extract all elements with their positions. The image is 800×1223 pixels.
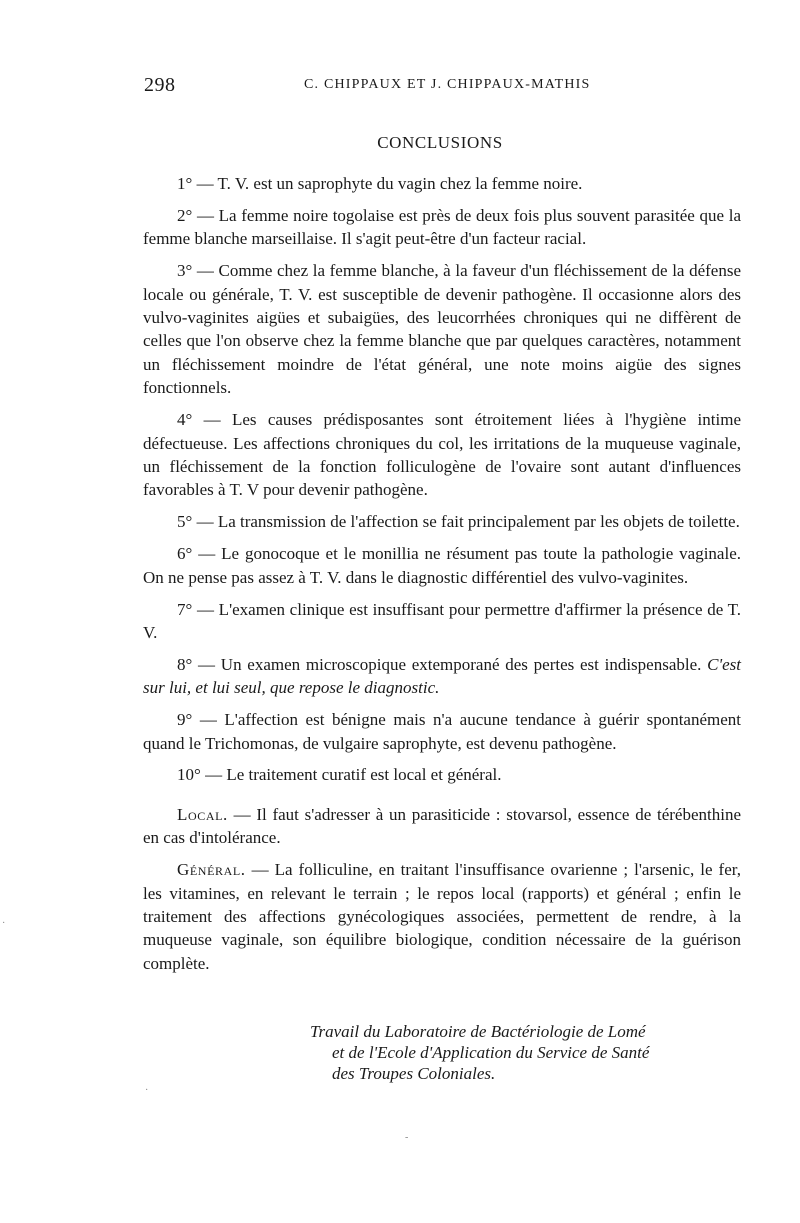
scan-speck: -	[405, 1132, 409, 1143]
item-text: — Le traitement curatif est local et général.	[200, 765, 502, 785]
local-text: — Il faut s'adresser à un parasiticide : stovarsol, essence de térébenthine en cas d'intolérance.	[143, 804, 741, 848]
general-text: — La folliculine, en traitant l'insuffisance ovarienne ; l'arsenic, le fer, les vitamines, en relevant le terrain ; le repos local (rapports) et général ; enfin le traitement des affections gynécologiques associées, permettent de rendre, à la muqueuse vaginale, son équilibre biologique, condition nécessaire de la guérison complète.	[143, 860, 741, 973]
conclusion-item	[143, 653, 741, 700]
conclusion-item	[143, 172, 741, 195]
item-number: 2°	[177, 205, 193, 225]
running-head: C. CHIPPAUX ET J. CHIPPAUX-MATHIS	[304, 77, 591, 92]
item-number: 4°	[177, 410, 193, 430]
general-label: Général.	[177, 860, 246, 880]
conclusion-item	[143, 542, 741, 589]
item-text: — L'affection est bénigne mais n'a aucune tendance à guérir spontanément quand le Trichomonas, de vulgaire saprophyte, est devenu pathogène.	[143, 710, 741, 753]
affiliation-line: et de l'Ecole d'Application du Service de Santé	[332, 1043, 650, 1062]
affiliation-line: Travail du Laboratoire de Bactériologie de Lomé	[310, 1022, 646, 1041]
item-text: — Le gonocoque et le monillia ne résument pas toute la pathologie vaginale. On ne pense pas assez à T. V. dans le diagnostic différentiel des vulvo-vaginites.	[143, 544, 741, 587]
item-number: 10°	[177, 765, 201, 785]
scan-speck: ·	[2, 918, 6, 929]
item-text: — Un examen microscopique extemporané des pertes est indispensable.	[192, 654, 708, 674]
item-text: — Comme chez la femme blanche, à la faveur d'un fléchissement de la défense locale ou générale, T. V. est susceptible de devenir pathogène. Il occasionne alors des vulvo-vaginites aigües et subaigües, des leucorrhées chroniques qui ne diffèrent de celles que l'on observe chez la femme blanche que par quelques caractères, notamment un fléchissement moindre de l'état général, une note moins aigüe des signes fonctionnels.	[143, 261, 741, 398]
conclusion-item	[143, 408, 741, 502]
conclusion-item	[143, 259, 741, 399]
item-text: — La femme noire togolaise est près de deux fois plus souvent parasitée que la femme blanche marseillaise. Il s'agit peut-être d'un facteur racial.	[143, 205, 741, 249]
page-header	[144, 74, 736, 98]
section-heading: CONCLUSIONS	[377, 133, 503, 152]
item-number: 8°	[177, 654, 193, 674]
general-treatment	[143, 858, 741, 975]
affiliation-line: des Troupes Coloniales.	[332, 1064, 496, 1083]
conclusion-item	[143, 510, 741, 533]
affiliation-note	[310, 1021, 730, 1084]
item-number: 1°	[177, 174, 193, 193]
item-text: — La transmission de l'affection se fait principalement par les objets de toilette.	[192, 512, 740, 532]
item-number: 3°	[177, 261, 193, 281]
item-emphasis: C'est sur lui, et lui seul, que repose le diagnostic.	[143, 654, 741, 698]
item-text: — Les causes prédisposantes sont étroitement liées à l'hygiène intime défectueuse. Les affections chroniques du col, les irritations de la muqueuse vaginale, un fléchissement de la fonction folliculogène de l'ovaire sont autant d'influences favorables à T. V pour devenir pathogène.	[143, 410, 741, 500]
conclusion-item	[143, 598, 741, 645]
conclusion-item	[143, 204, 741, 251]
conclusion-item	[143, 763, 741, 786]
scan-speck: ·	[145, 1085, 149, 1096]
item-text: — T. V. est un saprophyte du vagin chez la femme noire.	[192, 174, 583, 193]
conclusions-body	[143, 172, 741, 984]
item-number: 6°	[177, 544, 193, 564]
item-number: 7°	[177, 599, 193, 619]
local-treatment	[143, 803, 741, 850]
item-number: 5°	[177, 512, 193, 532]
page-number: 298	[144, 74, 176, 96]
conclusion-item	[143, 708, 741, 755]
local-label: Local.	[177, 804, 228, 824]
item-number: 9°	[177, 710, 193, 730]
item-text: — L'examen clinique est insuffisant pour permettre d'affirmer la présence de T. V.	[143, 599, 741, 642]
